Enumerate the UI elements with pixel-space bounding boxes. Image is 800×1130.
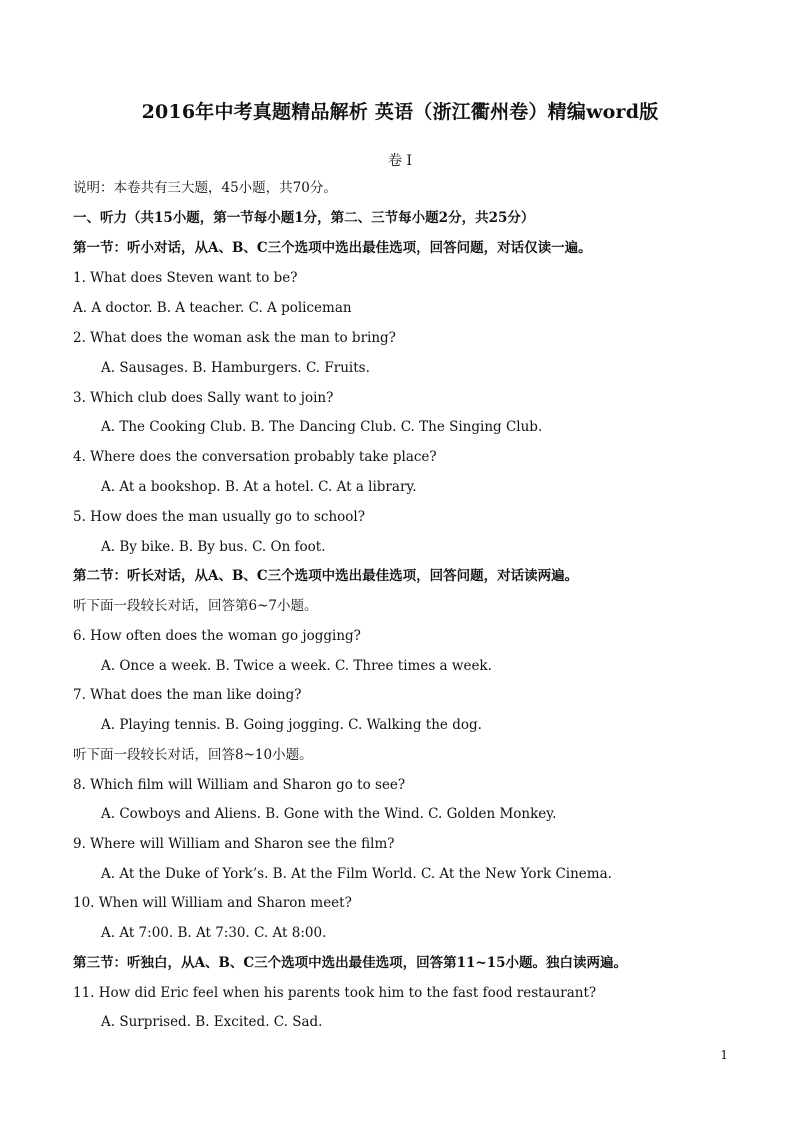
page-number: 1 xyxy=(720,1048,728,1062)
answer-options: A. At the Duke of York’s. B. At the Film World. C. At the New York Cinema. xyxy=(101,866,612,882)
question-text: 1. What does Steven want to be? xyxy=(73,270,298,286)
question-text: 3. Which club does Sally want to join? xyxy=(73,390,334,406)
document-title: 2016年中考真题精品解析 英语（浙江衢州卷）精编word版 xyxy=(141,101,659,123)
answer-options: A. Surprised. B. Excited. C. Sad. xyxy=(101,1014,323,1030)
part-heading: 第二节：听长对话，从A、B、C三个选项中选出最佳选项，回答问题，对话读两遍。 xyxy=(73,568,579,584)
answer-options: A. A doctor. B. A teacher. C. A policeman xyxy=(73,300,352,316)
question-text: 10. When will William and Sharon meet? xyxy=(73,895,352,911)
question-text: 9. Where will William and Sharon see the film? xyxy=(73,836,395,852)
question-text: 2. What does the woman ask the man to bring? xyxy=(73,330,396,346)
part-heading: 第一节：听小对话，从A、B、C三个选项中选出最佳选项，回答问题，对话仅读一遍。 xyxy=(73,240,592,256)
sub-instruction: 听下面一段较长对话，回答第6~7小题。 xyxy=(73,598,318,614)
question-text: 6. How often does the woman go jogging? xyxy=(73,628,361,644)
question-text: 7. What does the man like doing? xyxy=(73,687,302,703)
part-heading: 第三节：听独白，从A、B、C三个选项中选出最佳选项，回答第11~15小题。独白读两遍。 xyxy=(73,955,628,971)
answer-options: A. Cowboys and Aliens. B. Gone with the Wind. C. Golden Monkey. xyxy=(101,806,557,822)
answer-options: A. Playing tennis. B. Going jogging. C. Walking the dog. xyxy=(101,717,482,733)
volume-label: 卷 I xyxy=(388,153,412,169)
question-text: 4. Where does the conversation probably take place? xyxy=(73,449,437,465)
question-text: 11. How did Eric feel when his parents took him to the fast food restaurant? xyxy=(73,985,597,1001)
question-text: 8. Which film will William and Sharon go to see? xyxy=(73,777,406,793)
answer-options: A. The Cooking Club. B. The Dancing Club. C. The Singing Club. xyxy=(101,419,543,435)
answer-options: A. At a bookshop. B. At a hotel. C. At a library. xyxy=(101,479,417,495)
sub-instruction: 听下面一段较长对话，回答8~10小题。 xyxy=(73,747,313,763)
question-text: 5. How does the man usually go to school? xyxy=(73,509,365,525)
answer-options: A. Once a week. B. Twice a week. C. Three times a week. xyxy=(101,658,492,674)
instructions-text: 说明：本卷共有三大题，45小题，共70分。 xyxy=(73,180,337,196)
section-heading: 一、听力（共15小题，第一节每小题1分，第二、三节每小题2分，共25分） xyxy=(73,210,535,226)
answer-options: A. By bike. B. By bus. C. On foot. xyxy=(101,539,326,555)
answer-options: A. Sausages. B. Hamburgers. C. Fruits. xyxy=(101,360,370,376)
answer-options: A. At 7:00. B. At 7:30. C. At 8:00. xyxy=(101,925,327,941)
